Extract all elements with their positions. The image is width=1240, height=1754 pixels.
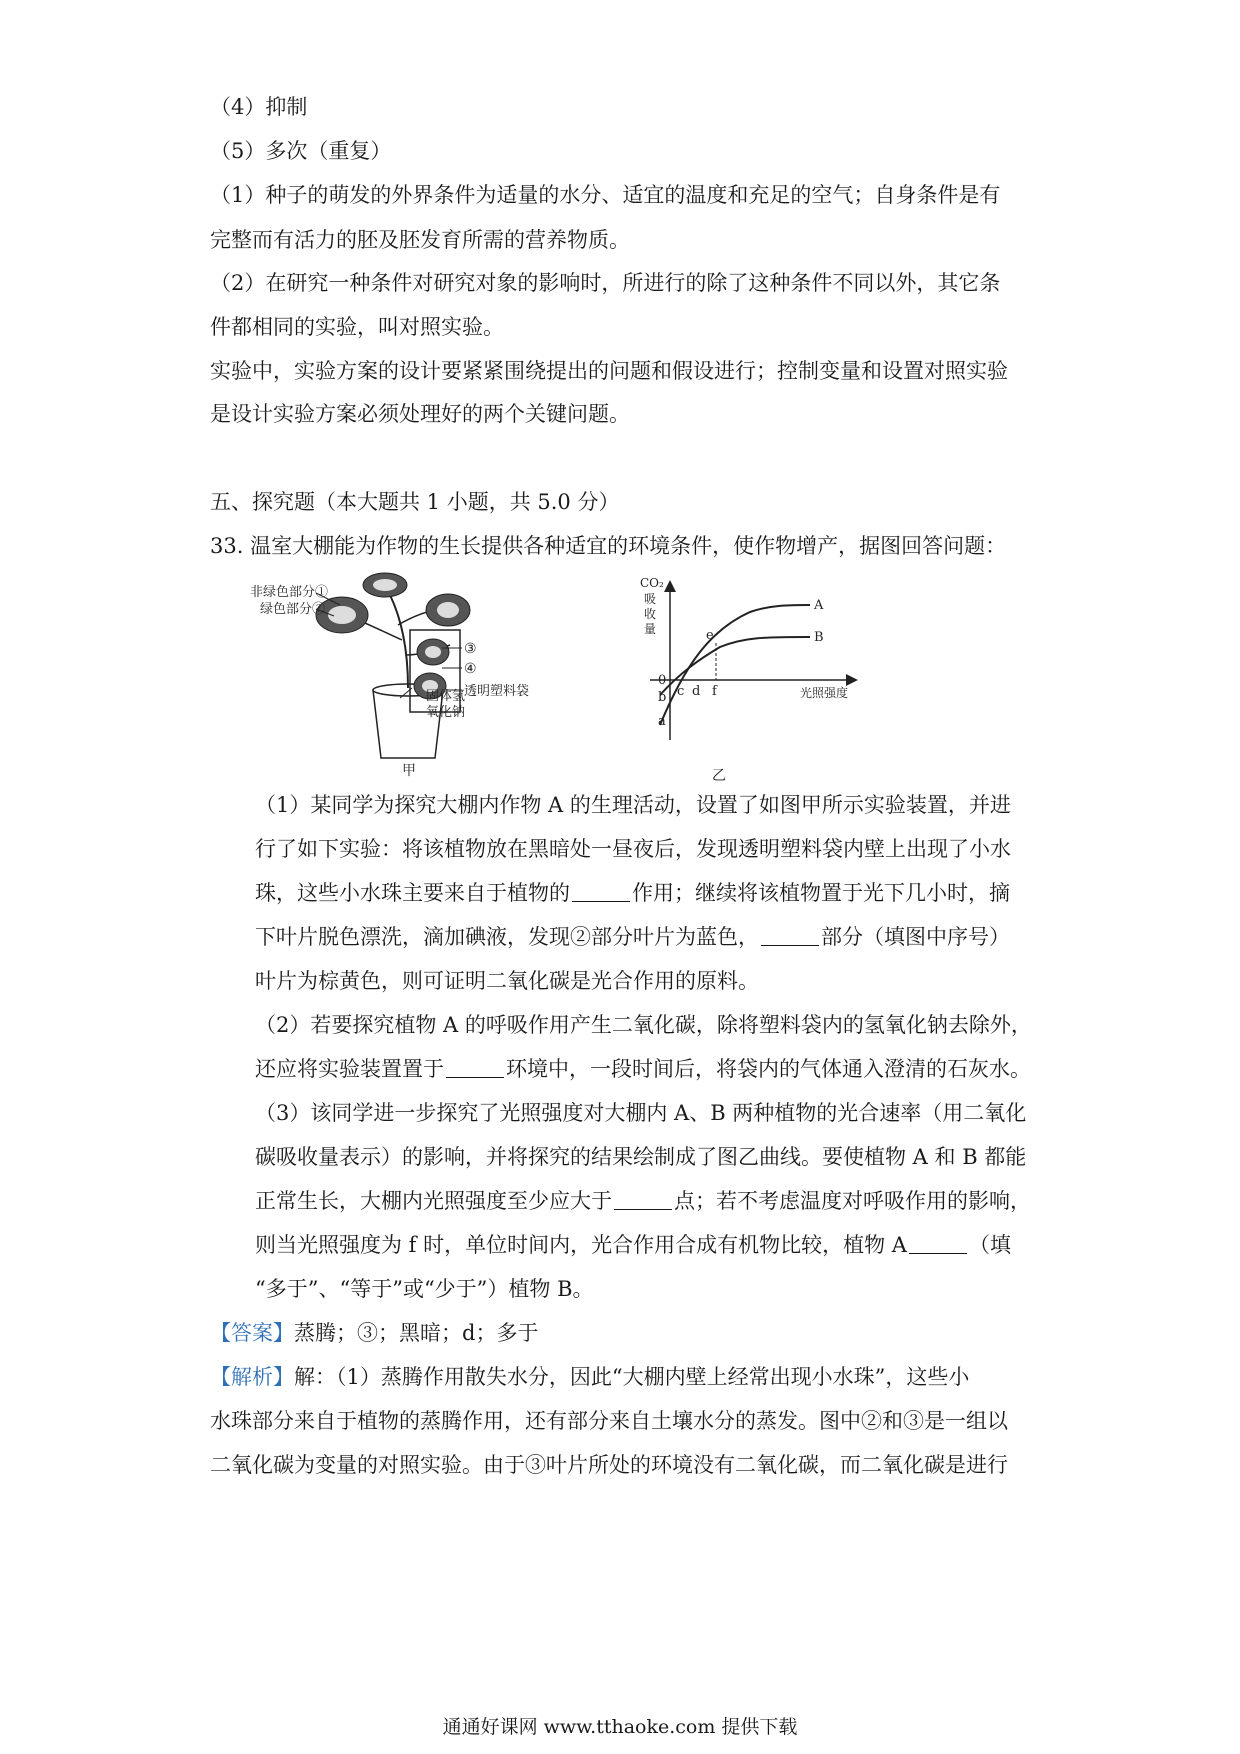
answer-line [210,1318,538,1348]
q33-part1-d1: 下叶片脱色漂洗，滴加碘液，发现②部分叶片为蓝色， [255,925,759,949]
series-label-a: A [814,598,824,613]
q33-part2-b2: 环境中，一段时间后，将袋内的气体通入澄清的石灰水。 [506,1057,1031,1081]
y-label-3: 量 [644,622,657,636]
leaf-top-spot [373,579,397,591]
label-nongreen: 非绿色部分① [250,585,329,600]
q33-part1-a: （1）某同学为探究大棚内作物 A 的生理活动，设置了如图甲所示实验装置，并进 [255,793,1011,817]
answer-blank-5[interactable] [909,1233,967,1254]
q33-part3-d [255,1230,1011,1260]
note-3a: 实验中，实验方案的设计要紧紧围绕提出的问题和假设进行；控制变量和设置对照实验 [210,359,1008,383]
page-footer: 通通好课网 www.tthaoke.com 提供下载 [442,1716,798,1738]
q33-part2-b1: 还应将实验装置置于 [255,1057,444,1081]
y-label-1: 吸 [644,592,657,606]
question-33-stem: 33. 温室大棚能为作物的生长提供各种适宜的环境条件，使作物增产，据图回答问题： [210,534,1007,558]
analysis-line-b: 水珠部分来自于植物的蒸腾作用，还有部分来自土壤水分的蒸发。图中②和③是一组以 [210,1409,1008,1433]
q33-part3-a: （3）该同学进一步探究了光照强度对大棚内 A、B 两种植物的光合速率（用二氧化 [255,1101,1027,1125]
q33-part1-c1: 珠，这些小水珠主要来自于植物的 [255,881,570,905]
stem [390,595,408,688]
q33-part1-b: 行了如下实验：将该植物放在黑暗处一昼夜后，发现透明塑料袋内壁上出现了小水 [255,837,1011,861]
caption-jia: 甲 [402,763,416,779]
q33-part1-c [255,878,1010,908]
curve-a [660,605,810,725]
leaf-right-spot [437,602,459,618]
q33-part1-d2: 部分（填图中序号） [821,925,1010,949]
answer-text: 蒸腾；③；黑暗；d；多于 [294,1321,539,1345]
point-a: a [658,714,666,729]
q33-part1-e: 叶片为棕黄色，则可证明二氧化碳是光合作用的原料。 [255,969,759,993]
q33-part3-c [255,1186,1031,1216]
answer-tag: 【答案】 [210,1321,294,1345]
y-label-top: CO₂ [640,576,664,590]
figure-yi [640,575,900,790]
analysis-line-a [210,1362,969,1392]
label-bag: 透明塑料袋 [464,684,530,699]
q33-part3-b: 碳吸收量表示）的影响，并将探究的结果绘制成了图乙曲线。要使植物 A 和 B 都能 [255,1145,1027,1169]
q33-part2-b [255,1054,1031,1084]
analysis-tag: 【解析】 [210,1365,294,1389]
label-naoh-1: 固体氢 [426,689,466,704]
point-c: c [677,684,685,699]
bag-leaf-upper-spot [425,646,441,658]
prev-item-5: （5）多次（重复） [210,139,392,163]
label-naoh-2: 氧化钠 [426,705,466,720]
q33-part3-d2: （填 [968,1233,1011,1257]
q33-part2-a: （2）若要探究植物 A 的呼吸作用产生二氧化碳，除将塑料袋内的氢氧化钠去除外， [255,1013,1032,1037]
origin-label: 0 [658,673,667,688]
point-e: e [706,628,714,643]
q33-part1-c2: 作用；继续将该植物置于光下几小时，摘 [632,881,1010,905]
answer-blank-4[interactable] [614,1189,672,1210]
point-d: d [692,684,701,699]
analysis-text-a: 解：（1）蒸腾作用散失水分，因此“大棚内壁上经常出现小水珠”，这些小 [294,1365,970,1389]
q33-part3-c1: 正常生长，大棚内光照强度至少应大于 [255,1189,612,1213]
note-2b: 件都相同的实验，叫对照实验。 [210,315,504,339]
prev-item-4: （4）抑制 [210,95,308,119]
x-axis-label: 光照强度 [800,686,849,700]
answer-blank-2[interactable] [761,925,819,946]
analysis-line-c: 二氧化碳为变量的对照实验。由于③叶片所处的环境没有二氧化碳，而二氧化碳是进行 [210,1453,1008,1477]
q33-part3-d1: 则当光照强度为 f 时，单位时间内，光合作用合成有机物比较，植物 A [255,1233,907,1257]
y-label-2: 收 [644,607,657,621]
section-title: 五、探究题（本大题共 1 小题，共 5.0 分） [210,490,620,514]
label-green: 绿色部分② [260,602,326,617]
note-2a: （2）在研究一种条件对研究对象的影响时，所进行的除了这种条件不同以外，其它条 [210,271,1001,295]
figure-jia [250,570,570,780]
note-1a: （1）种子的萌发的外界条件为适量的水分、适宜的温度和充足的空气；自身条件是有 [210,183,1001,207]
caption-yi: 乙 [712,768,726,784]
label-4: ④ [464,661,477,677]
series-label-b: B [814,630,824,645]
q33-part3-e: “多于”、“等于”或“少于”）植物 B。 [255,1277,594,1301]
q33-part3-c2: 点；若不考虑温度对呼吸作用的影响， [674,1189,1031,1213]
answer-blank-1[interactable] [572,881,630,902]
point-f: f [712,684,717,699]
note-3b: 是设计实验方案必须处理好的两个关键问题。 [210,402,630,426]
label-3: ③ [464,641,477,657]
point-b: b [658,690,667,705]
note-1b: 完整而有活力的胚及胚发育所需的营养物质。 [210,228,630,252]
q33-part1-d [255,922,1010,952]
answer-blank-3[interactable] [446,1057,504,1078]
